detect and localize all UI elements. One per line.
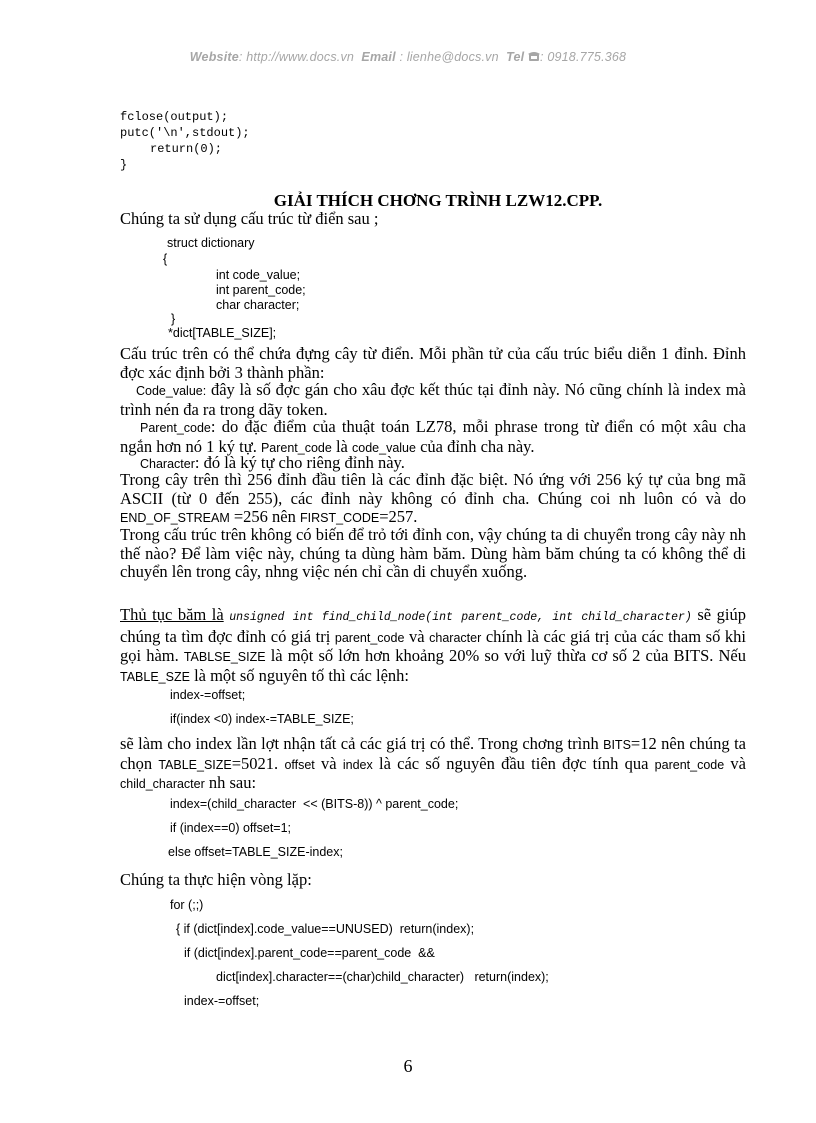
paragraph-special-nodes [120,471,746,528]
code-line: return(0); [150,142,223,156]
term: TABLE_SZE [120,669,190,684]
struct-line: } [171,312,176,326]
text: nh sau: [204,773,257,792]
text: sẽ giúp chúng ta tìm đợc đỉnh có giá trị [120,605,746,646]
code-line: fclose(output); [120,110,229,124]
text: =256 nên [229,507,301,526]
code-statement: index=(child_character << (BITS-8)) ^ parent_code; [170,797,459,811]
loop-line: { if (dict[index].code_value==UNUSED) return(index); [176,922,475,936]
paragraph-hash-function [120,606,746,686]
struct-line: { [163,252,168,266]
code-statement: else offset=TABLE_SIZE-index; [168,845,343,859]
section-title: GIẢI THÍCH CHƠNG TRÌNH LZW12.CPP. [273,191,603,210]
struct-line: *dict[TABLE_SIZE]; [168,326,277,340]
loop-line: for (;;) [170,898,204,912]
loop-line: index-=offset; [184,994,260,1008]
paragraph-code-value [120,381,746,419]
tel-label: Tel [506,50,525,64]
code-statement: if (index==0) offset=1; [170,821,292,835]
text: là [331,436,353,456]
term: BITS [603,738,631,752]
term: TABLSE_SIZE [183,650,266,664]
struct-line: int parent_code; [216,283,306,297]
page-number: 6 [403,1056,413,1076]
term: child_character [120,777,205,791]
struct-line: struct dictionary [167,236,255,250]
email-value: : lienhe@docs.vn [399,50,499,64]
email-label: Email [361,50,396,64]
code-statement: if(index <0) index-=TABLE_SIZE; [170,712,354,726]
text: chính là các giá trị của các tham số khi gọi hàm. [120,626,746,665]
term: Parent_code [140,421,211,435]
struct-line: char character; [216,298,300,312]
term: parent_code [334,630,405,645]
website-label: Website [189,50,239,64]
code-statement: index-=offset; [170,688,246,702]
text: là các số nguyên đầu tiên đợc tính qua [372,753,655,773]
function-signature: unsigned int find_child_node(int parent_code, int child_character) [229,611,692,624]
text: là một số nguyên tố thì các lệnh: [189,665,409,685]
term: parent_code [654,757,725,772]
loop-line: dict[index].character==(char)child_character) return(index); [216,970,549,984]
text: và [404,626,430,646]
tel-value: : 0918.775.368 [540,50,627,64]
term: TABLE_SIZE [158,757,232,772]
text: =12 nên chúng ta chọn [120,734,746,773]
page-header [0,50,816,64]
term: index [342,757,373,772]
text: của đỉnh cha này. [415,436,535,456]
term: Parent_code [260,440,332,455]
paragraph-parent-code [120,418,746,457]
text: : đó là ký tự cho riêng đỉnh này. [194,453,405,472]
underlined-text: Thủ tục băm là [120,605,224,624]
text: và [314,753,343,773]
text: và [724,753,747,773]
text: : do đặc điểm của thuật toán LZ78, mỗi phrase trong từ điển có một xâu cha ngắn hơn nó 1 ký tự. [120,417,746,456]
code-line: putc('\n',stdout); [120,126,250,140]
term: Code_value: [136,384,207,398]
text: là một số lớn hơn khoảng 20% so với luỹ thừa cơ số 2 của BITS. Nếu [265,646,746,665]
struct-line: int code_value; [216,268,301,282]
text: đây là số đợc gán cho xâu đợc kết thúc tại đỉnh này. Nó cũng chính là index mà trình nén đa ra trong dãy token. [120,380,746,419]
term: character [429,630,482,645]
loop-line: if (dict[index].parent_code==parent_code && [184,946,435,960]
paragraph-loop: Chúng ta thực hiện vòng lặp: [120,870,312,889]
text: =5021. [231,753,285,773]
phone-icon [528,50,540,64]
term: code_value [352,440,416,455]
paragraph-index-values [120,735,746,794]
paragraph-hash-intro: Trong cấu trúc trên không có biến để trỏ tới đỉnh con, vậy chúng ta di chuyển trong cây này nh thế nào? Để làm việc này, chúng ta dùng hàm băm. Dùng hàm băm chúng ta có không thể di chuyển lên trong cây, nhng việc nén chỉ cần di chuyển xuống. [120,525,746,581]
code-line: } [120,158,128,172]
term: Character [140,457,195,471]
term: offset [284,757,315,772]
paragraph-structure: Cấu trúc trên có thể chứa đựng cây từ điển. Mỗi phần tử của cấu trúc biểu diễn 1 đỉnh. Đỉnh đợc xác định bởi 3 thành phần: [120,344,746,382]
intro-paragraph: Chúng ta sử dụng cấu trúc từ điển sau ; [120,209,379,228]
text: Trong cây trên thì 256 đỉnh đầu tiên là các đỉnh đặc biệt. Nó ứng với 256 ký tự của bng mã ASCII (từ 0 đến 255), các đỉnh này không có đỉnh cha. Chúng coi nh luôn có và do [120,470,746,508]
website-value: : http://www.docs.vn [238,50,355,64]
text: sẽ làm cho index lần lợt nhận tất cả các giá trị có thể. Trong chơng trình [120,734,604,753]
term: END_OF_STREAM [120,511,230,525]
term: FIRST_CODE [300,511,380,525]
text: =257. [379,507,418,526]
